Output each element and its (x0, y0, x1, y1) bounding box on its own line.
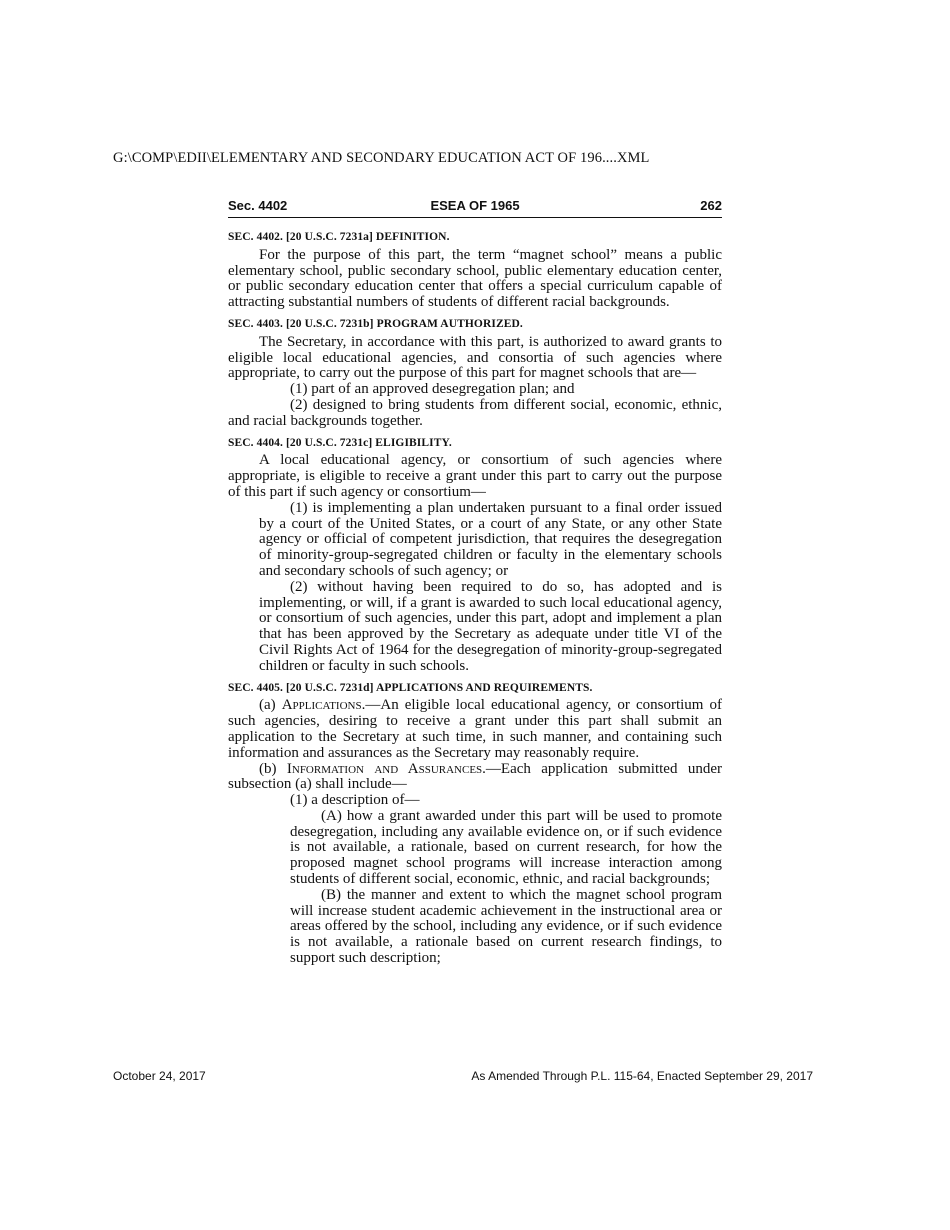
section-heading-4403: SEC. 4403. [20 U.S.C. 7231b] PROGRAM AUTHORIZED. (228, 317, 523, 330)
file-path: G:\COMP\EDII\ELEMENTARY AND SECONDARY EDUCATION ACT OF 196....XML (113, 150, 650, 166)
footer-date: October 24, 2017 (113, 1069, 206, 1083)
section-heading-4405: SEC. 4405. [20 U.S.C. 7231d] APPLICATIONS AND REQUIREMENTS. (228, 681, 593, 694)
clause-4405-b-1-B: (B) the manner and extent to which the magnet school program will increase student academic achievement in the instructional area or areas offered by the school, including any evidence, or if such evidence is not available, a rationale based on current research findings, to support such description; (290, 886, 722, 967)
page-number: 262 (700, 198, 722, 213)
footer-amended-note: As Amended Through P.L. 115-64, Enacted September 29, 2017 (471, 1069, 813, 1083)
subsection-b-title: Information and Assurances (286, 760, 483, 777)
clause-4405-b-1-A: (A) how a grant awarded under this part will be used to promote desegregation, including any available evidence on, or if such evidence is not available, a rationale, based on current research, for how the proposed magnet school programs will increase interaction among students of different social, economic, ethnic, and racial backgrounds; (290, 807, 722, 888)
subsection-4405-a (228, 698, 722, 761)
paragraph-4403-2: (2) designed to bring students from different social, economic, ethnic, and racial backgrounds together. (228, 396, 722, 429)
section-reference: Sec. 4402 (228, 198, 288, 213)
section-heading-4404: SEC. 4404. [20 U.S.C. 7231c] ELIGIBILITY. (228, 436, 452, 449)
section-body-4402: For the purpose of this part, the term “magnet school” means a public elementary school, public secondary school, public elementary education center, or public secondary education center that offers a special curriculum capable of attracting substantial numbers of students of different racial backgrounds. (228, 246, 722, 311)
subsection-b-text: .—Each application submitted under subsection (a) shall include— (228, 760, 722, 793)
act-title: ESEA OF 1965 (430, 198, 520, 213)
running-header (228, 197, 722, 218)
subsection-4405-b (228, 762, 722, 794)
section-body-4404: A local educational agency, or consortium of such agencies where appropriate, is eligible to receive a grant under this part to carry out the purpose of this part if such agency or consortium— (228, 452, 722, 500)
document-body (228, 230, 722, 967)
subsection-a-label: (a) (259, 697, 282, 714)
subsection-a-title: Applications (281, 697, 362, 714)
section-heading-4402: SEC. 4402. [20 U.S.C. 7231a] DEFINITION. (228, 231, 450, 243)
paragraph-4403-1: (1) part of an approved desegregation plan; and (290, 381, 575, 398)
paragraph-4405-b-1: (1) a description of— (290, 792, 420, 809)
paragraph-4404-1: (1) is implementing a plan undertaken pursuant to a final order issued by a court of the United States, or a court of any State, or any other State agency or official of competent jurisdiction, that requires the desegregation of minority-group-segregated children or faculty in the elementary schools and secondary schools of such agency; or (259, 499, 722, 579)
subsection-a-text: .—An eligible local educational agency, or consortium of such agencies, desiring to receive a grant under this part shall submit an application to the Secretary at such time, in such manner, and containing such information and assurances as the Secretary may reasonably require. (228, 697, 722, 761)
section-body-4403: The Secretary, in accordance with this part, is authorized to award grants to eligible local educational agencies, and consortia of such agencies where appropriate, to carry out the purpose of this part for magnet schools that are— (228, 333, 722, 382)
subsection-b-label: (b) (259, 760, 287, 777)
paragraph-4404-2: (2) without having been required to do so, has adopted and is implementing, or will, if a grant is awarded to such local educational agency, or consortium of such agencies, under this part, adopt and implement a plan that has been approved by the Secretary as adequate under title VI of the Civil Rights Act of 1964 for the desegregation of minority-group-segregated children or faculty in such schools. (259, 578, 722, 674)
